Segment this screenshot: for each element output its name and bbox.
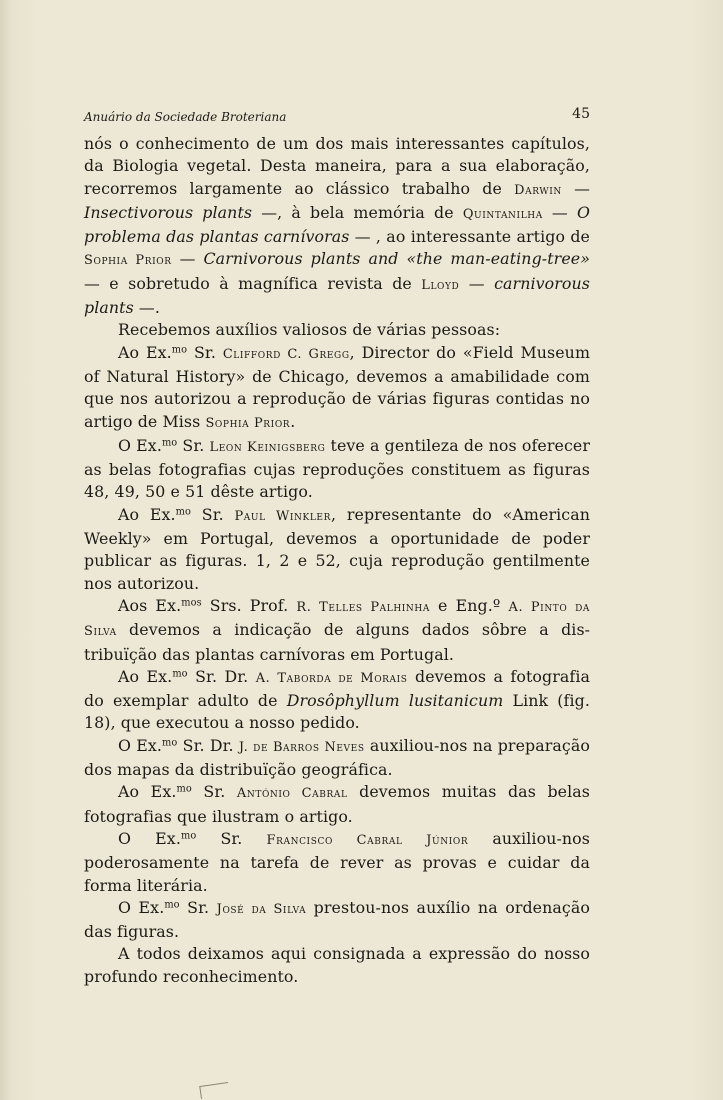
paragraph — [84, 666, 590, 735]
superscript-abbrev: mo — [171, 344, 188, 356]
superscript-abbrev: mo — [175, 506, 192, 518]
text-run: auxiliou-nos poderosamente na tarefa de rever as provas e cuidar da forma literária. — [84, 828, 591, 895]
person-name: Francisco Cabral Júnior — [266, 832, 469, 848]
person-name: Sophia Prior — [84, 253, 172, 269]
paragraph — [84, 828, 590, 897]
work-title: Carnivorous plants and «the man-eating-tree» — [203, 249, 590, 269]
text-run: auxiliou-nos na preparação dos mapas da distribuïção geográfica. — [84, 735, 591, 780]
paragraph — [84, 735, 590, 782]
text-run: Ao Ex. — [118, 504, 176, 524]
text-run: Ao Ex. — [118, 666, 173, 686]
text-run: Aos Ex. — [118, 595, 182, 615]
text-run: —, à bela memória de — [252, 202, 463, 222]
body-text — [84, 133, 590, 988]
text-run: devemos muitas das belas fotografias que ilustram o artigo. — [84, 782, 591, 826]
person-name: Leon Keinigsberg — [209, 439, 326, 455]
work-title: O problema das plantas carnívoras — [84, 202, 590, 247]
text-run: , Director do «Field Museum of Natural History» de Chicago, devemos a amabilidade com que nos autorizou a reprodução de várias figuras contidas no artigo de Miss — [84, 342, 591, 431]
text-run: — , ao interessante artigo de — [349, 227, 590, 247]
person-name: Sophia Prior — [205, 415, 291, 431]
paragraph — [84, 897, 590, 944]
superscript-abbrev: mos — [181, 597, 202, 609]
text-run: — — [459, 273, 495, 293]
text-run: Srs. Prof. — [201, 595, 297, 615]
text-run: — — [171, 249, 204, 269]
text-run: —. — [133, 298, 160, 318]
paragraph — [84, 943, 590, 988]
superscript-abbrev: mo — [161, 437, 178, 449]
text-run: Link (fig. 18), que executou a nosso pedido. — [84, 691, 590, 733]
text-run: — — [561, 178, 590, 198]
text-run: O Ex. — [118, 828, 181, 848]
text-run: teve a gentileza de nos oferecer as belas fotografias cujas reproduções constituem as figuras 48, 49, 50 e 51 dêste artigo. — [84, 435, 590, 502]
person-name: Paul Winkler — [234, 508, 331, 524]
text-run: . — [290, 411, 296, 431]
paragraph — [84, 319, 590, 341]
text-run: — e sobretudo à magnífica revista de — [84, 273, 422, 293]
text-run: O Ex. — [118, 897, 165, 917]
text-run: prestou-nos auxílio na ordenação das figuras. — [84, 897, 590, 942]
person-name: José da Silva — [216, 901, 307, 917]
text-run: Sr. — [179, 897, 217, 917]
person-name: R. Telles Palhinha — [296, 599, 430, 615]
text-run: Ao Ex. — [118, 342, 172, 362]
running-title: Anuário da Sociedade Broteriana — [84, 110, 287, 124]
paragraph — [84, 133, 590, 319]
page-number: 45 — [572, 106, 590, 122]
page-edge-mark — [199, 1082, 230, 1099]
text-run: devemos a indicação de alguns dados sôbre a distribuïção das plantas carnívoras em Portugal. — [84, 620, 590, 664]
paragraph — [84, 781, 590, 828]
text-run: Sr. Dr. — [177, 735, 239, 755]
person-name: A. Taborda de Morais — [255, 670, 408, 686]
paragraph — [84, 435, 590, 504]
superscript-abbrev: mo — [162, 737, 178, 749]
person-name: Lloyd — [421, 277, 460, 293]
superscript-abbrev: mo — [172, 668, 188, 680]
text-run: Recebemos auxílios valiosos de várias pessoas: — [118, 320, 501, 340]
work-title: carnivorous plants — [84, 273, 590, 318]
text-run: A todos deixamos aqui consignada a expressão do nosso profundo reconhecimento. — [84, 944, 590, 986]
text-run: nós o conhecimento de um dos mais interessantes capítulos, da Biologia vegetal. Desta maneira, para a sua elaboração, recorremos largamente ao clássico trabalho de — [84, 134, 590, 198]
text-run: , representante do «American Weekly» em Portugal, devemos a oportunidade de poder publicar as figuras. 1, 2 e 52, cuja reprodução gentilmente nos autorizou. — [84, 504, 590, 593]
text-run: Sr. — [191, 504, 235, 524]
paragraph — [84, 342, 590, 435]
person-name: J. de Barros Neves — [238, 739, 365, 755]
text-run: e Eng.º — [429, 595, 509, 615]
person-name: Darwin — [514, 182, 562, 198]
text-run: Sr. Dr. — [187, 666, 256, 686]
text-run: Ao Ex. — [118, 782, 177, 802]
text-run: Sr. — [196, 828, 267, 848]
superscript-abbrev: mo — [180, 830, 197, 842]
work-title: Insectivorous plants — [84, 202, 253, 222]
paragraph — [84, 595, 590, 666]
text-run: O Ex. — [118, 735, 163, 755]
paragraph — [84, 504, 590, 595]
superscript-abbrev: mo — [176, 783, 192, 795]
person-name: Quintanilha — [462, 206, 543, 222]
superscript-abbrev: mo — [164, 899, 180, 911]
person-name: Clifford C. Gregg — [222, 346, 350, 362]
text-run: Sr. — [187, 342, 223, 362]
text-run: Sr. — [191, 782, 237, 802]
text-run: — — [542, 202, 577, 222]
work-title: Drosôphyllum lusitanicum — [286, 691, 504, 711]
running-header — [84, 106, 590, 126]
person-name: A. Pinto da Silva — [84, 599, 590, 640]
text-run: Sr. — [177, 435, 210, 455]
text-run: O Ex. — [118, 435, 162, 455]
text-run: devemos a fotografia do exemplar adulto de — [84, 666, 590, 711]
person-name: António Cabral — [236, 786, 348, 802]
